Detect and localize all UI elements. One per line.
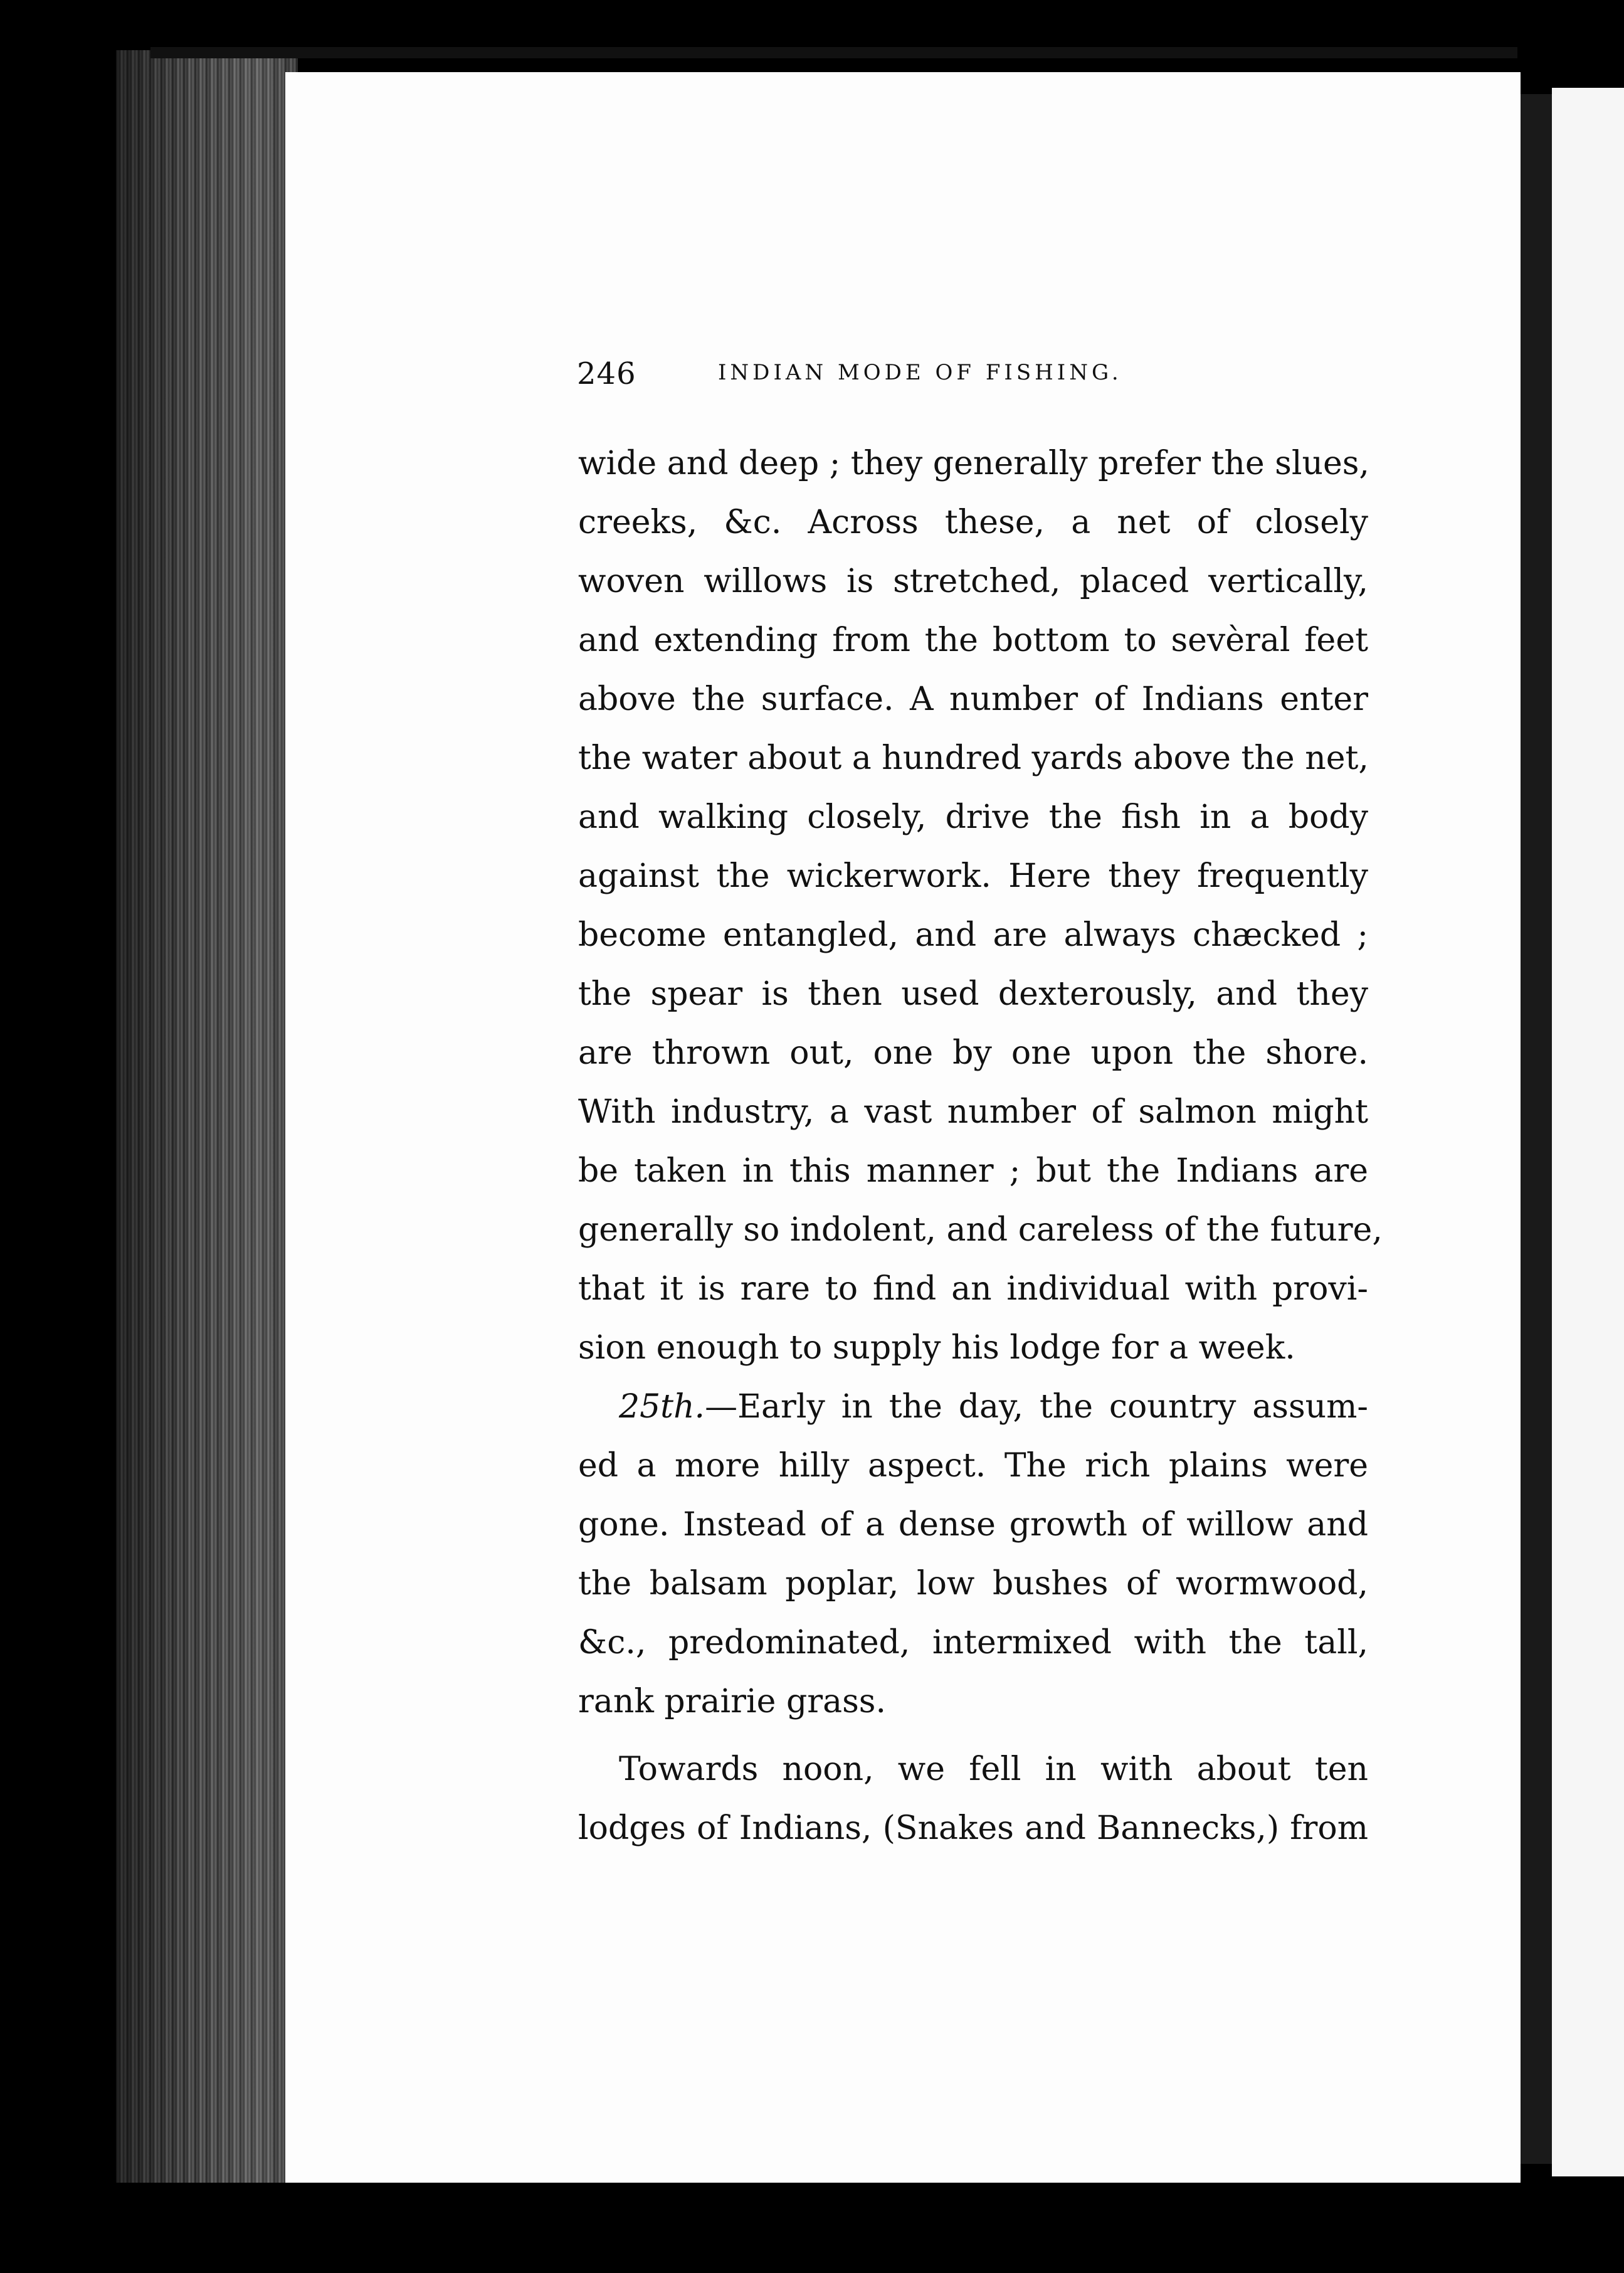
text-line: sion enough to supply his lodge for a week. — [578, 1329, 1295, 1367]
text-span: —Early in the day, the country assum- — [705, 1388, 1368, 1426]
text-line: that it is rare to find an individual with provi- — [578, 1270, 1368, 1308]
text-line: and extending from the bottom to sevèral feet — [578, 622, 1368, 659]
text-line: With industry, a vast number of salmon might — [578, 1093, 1368, 1131]
text-line: the water about a hundred yards above the net, — [578, 739, 1369, 777]
text-line: &c., predominated, intermixed with the tall, — [578, 1624, 1368, 1661]
book-cover-top — [150, 47, 1517, 58]
text-line: ed a more hilly aspect. The rich plains were — [578, 1447, 1368, 1485]
date-mark: 25th. — [619, 1388, 705, 1426]
text-line: generally so indolent, and careless of the future, — [578, 1211, 1383, 1249]
text-line: wide and deep ; they generally prefer the slues, — [578, 445, 1369, 482]
text-line: the spear is then used dexterously, and they — [578, 975, 1368, 1013]
text-line: be taken in this manner ; but the Indians are — [578, 1152, 1368, 1190]
text-line: rank prairie grass. — [578, 1683, 887, 1720]
next-page-gutter — [1517, 94, 1552, 2164]
page-number: 246 — [577, 356, 636, 391]
text-line: lodges of Indians, (Snakes and Bannecks,) from — [578, 1809, 1368, 1847]
text-line: the balsam poplar, low bushes of wormwood, — [578, 1565, 1368, 1603]
text-line: are thrown out, one by one upon the shore. — [578, 1034, 1368, 1072]
text-line: become entangled, and are always chæcked ; — [578, 916, 1368, 954]
text-line — [578, 1377, 1368, 1436]
text-line: gone. Instead of a dense growth of willow and — [578, 1506, 1368, 1544]
running-head: INDIAN MODE OF FISHING. — [718, 360, 1122, 385]
text-line: Towards noon, we fell in with about ten — [619, 1751, 1368, 1788]
text-line: creeks, &c. Across these, a net of closely — [578, 504, 1368, 541]
page-header — [577, 356, 1216, 400]
body-text — [578, 434, 1383, 1858]
paragraph-2 — [578, 1377, 1368, 1731]
next-page-sliver — [1552, 88, 1624, 2176]
text-line: above the surface. A number of Indians enter — [578, 681, 1368, 718]
paragraph-3 — [578, 1740, 1368, 1858]
book-edge-shading — [116, 50, 298, 2183]
text-line: and walking closely, drive the fish in a body — [578, 798, 1368, 836]
text-line: woven willows is stretched, placed vertically, — [578, 563, 1368, 600]
paragraph-1 — [578, 434, 1383, 1377]
text-line: against the wickerwork. Here they frequently — [578, 857, 1368, 895]
